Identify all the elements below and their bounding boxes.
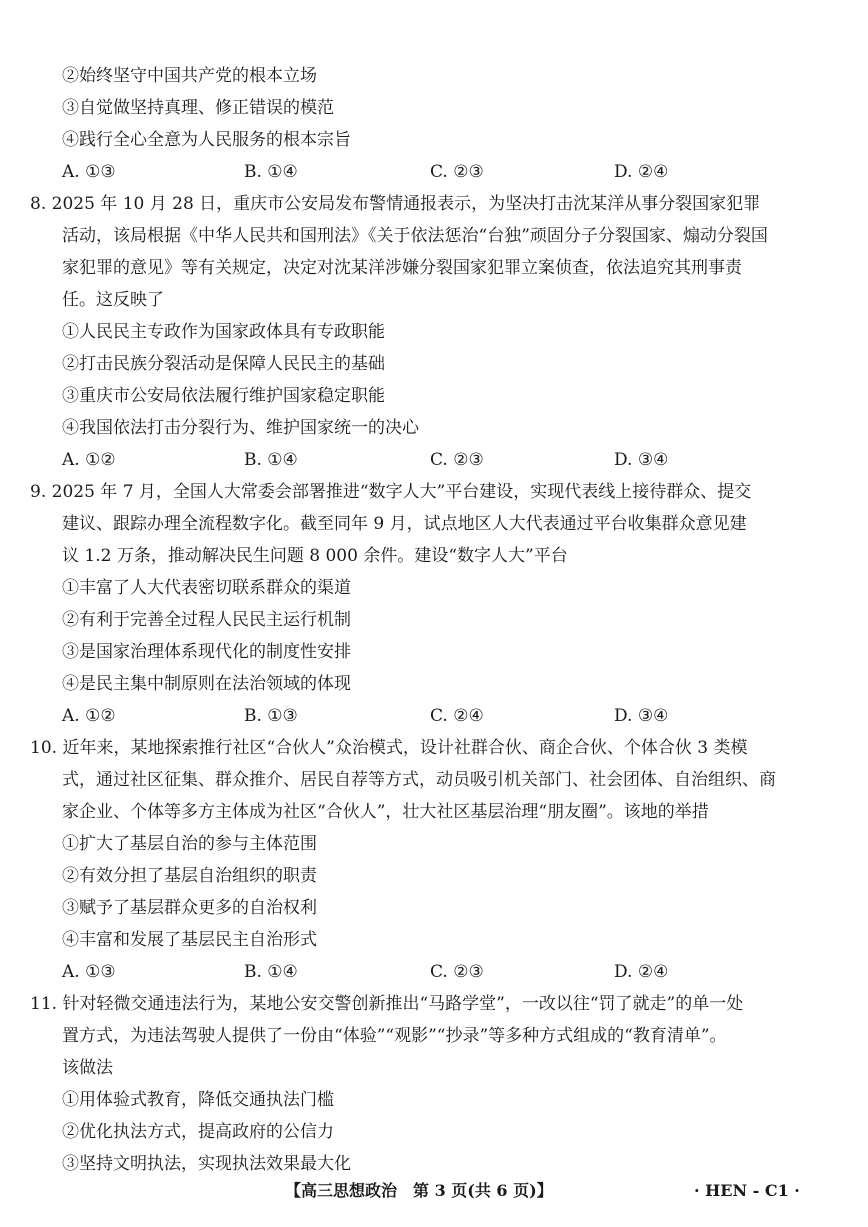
q10-stem-line: 式，通过社区征集、群众推介、居民自荐等方式，动员吸引机关部门、社会团体、自治组织、商 [62,770,776,790]
q8-option-2: ②打击民族分裂活动是保障人民民主的基础 [62,354,385,374]
q8-option-3: ③重庆市公安局依法履行维护国家稳定职能 [62,386,385,406]
q10-choice-b: B. ①④ [244,962,298,982]
q10-option-2: ②有效分担了基层自治组织的职责 [62,866,317,886]
q8-option-1: ①人民民主专政作为国家政体具有专政职能 [62,322,385,342]
page-footer-code: · HEN - C1 · [694,1181,800,1200]
q11-stem-line: 置方式，为违法驾驶人提供了一份由“体验”“观影”“抄录”等多种方式组成的“教育清单”。 [62,1026,727,1046]
q10-choice-a: A. ①③ [62,962,116,982]
q9-option-1: ①丰富了人大代表密切联系群众的渠道 [62,578,351,598]
q8-choice-a: A. ①② [62,450,116,470]
top-option-2: ②始终坚守中国共产党的根本立场 [62,66,317,86]
q9-choice-b: B. ①③ [244,706,298,726]
page-footer-title: 【高三思想政治 第 3 页(共 6 页)】 [285,1181,553,1200]
q8-stem-line: 家犯罪的意见》等有关规定，决定对沈某洋涉嫌分裂国家犯罪立案侦查，依法追究其刑事责 [62,258,742,278]
top-option-4: ④践行全心全意为人民服务的根本宗旨 [62,130,351,150]
q10-option-4: ④丰富和发展了基层民主自治形式 [62,930,317,950]
top-choice-d: D. ②④ [614,162,669,182]
q9-option-3: ③是国家治理体系现代化的制度性安排 [62,642,351,662]
q9-option-2: ②有利于完善全过程人民民主运行机制 [62,610,351,630]
q11-stem-line: 该做法 [62,1058,113,1078]
q11-stem-line: 11. 针对轻微交通违法行为，某地公安交警创新推出“马路学堂”，一改以往“罚了就走”的单一处 [30,994,744,1014]
q11-option-3: ③坚持文明执法，实现执法效果最大化 [62,1154,351,1174]
q10-choice-d: D. ②④ [614,962,669,982]
q9-stem-line: 建议、跟踪办理全流程数字化。截至同年 9 月，试点地区人大代表通过平台收集群众意见建 [62,514,747,534]
q11-option-1: ①用体验式教育，降低交通执法门槛 [62,1090,334,1110]
q9-choice-c: C. ②④ [430,706,484,726]
q8-choice-b: B. ①④ [244,450,298,470]
top-choice-a: A. ①③ [62,162,116,182]
q9-choice-a: A. ①② [62,706,116,726]
top-choice-c: C. ②③ [430,162,484,182]
q8-stem-line: 活动，该局根据《中华人民共和国刑法》《关于依法惩治“台独”顽固分子分裂国家、煽动分裂国 [62,226,768,246]
q10-option-3: ③赋予了基层群众更多的自治权利 [62,898,317,918]
q8-choice-c: C. ②③ [430,450,484,470]
q10-choice-c: C. ②③ [430,962,484,982]
top-choice-b: B. ①④ [244,162,298,182]
q10-stem-line: 10. 近年来，某地探索推行社区“合伙人”众治模式，设计社群合伙、商企合伙、个体合伙 3 类模 [30,738,748,758]
q9-choice-d: D. ③④ [614,706,669,726]
q9-stem-line: 议 1.2 万条，推动解决民生问题 8 000 余件。建设“数字人大”平台 [62,546,568,566]
q8-option-4: ④我国依法打击分裂行为、维护国家统一的决心 [62,418,419,438]
q9-option-4: ④是民主集中制原则在法治领域的体现 [62,674,351,694]
q8-stem-line: 任。这反映了 [62,290,164,310]
q9-stem-line: 9. 2025 年 7 月，全国人大常委会部署推进“数字人大”平台建设，实现代表线上接待群众、提交 [30,482,752,502]
q8-choice-d: D. ③④ [614,450,669,470]
q11-option-2: ②优化执法方式，提高政府的公信力 [62,1122,334,1142]
q10-stem-line: 家企业、个体等多方主体成为社区“合伙人”，壮大社区基层治理“朋友圈”。该地的举措 [62,802,709,822]
top-option-3: ③自觉做坚持真理、修正错误的模范 [62,98,334,118]
q10-option-1: ①扩大了基层自治的参与主体范围 [62,834,317,854]
q8-stem-line: 8. 2025 年 10 月 28 日，重庆市公安局发布警情通报表示，为坚决打击沈某洋从事分裂国家犯罪 [30,194,761,214]
